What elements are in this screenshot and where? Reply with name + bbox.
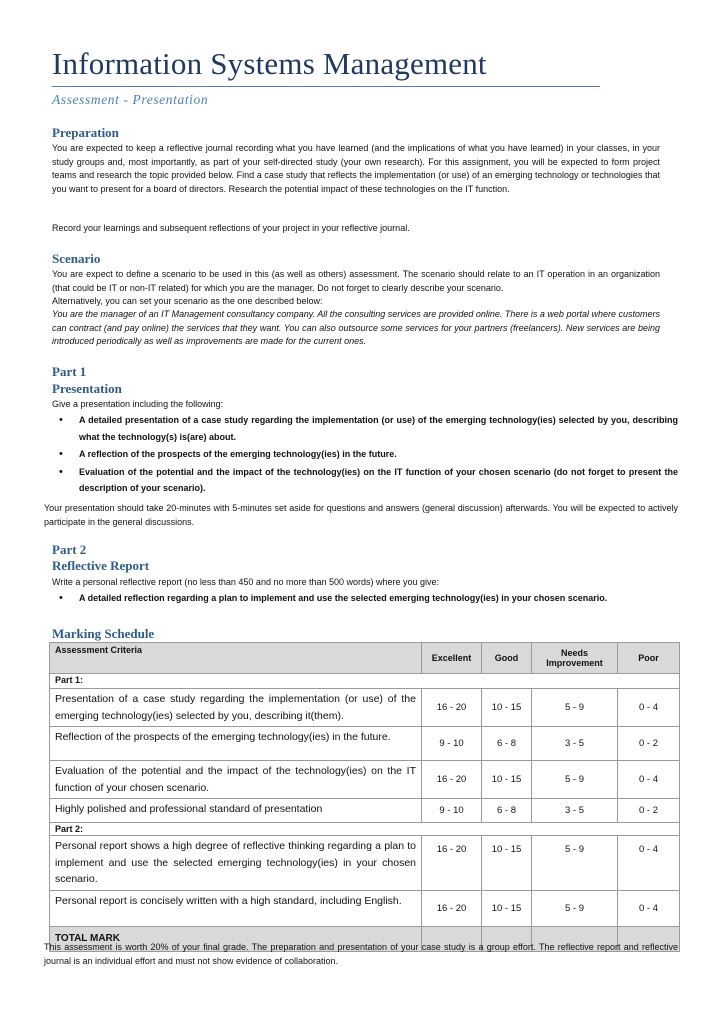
title-divider [52,86,600,87]
list-item: • A detailed presentation of a case study regarding the implementation (or use) of the emerging technology(ies) selected by you, describing what the technology(s) is(are) about. [59,414,678,442]
score-cell: 3 - 5 [532,727,618,761]
score-cell: 5 - 9 [532,836,618,891]
document-subtitle: Assessment - Presentation [52,92,209,107]
score-cell: 3 - 5 [532,799,618,823]
score-cell: 9 - 10 [422,727,482,761]
score-cell: 5 - 9 [532,689,618,727]
scenario-alternative: Alternatively, you can set your scenario as the one described below: [52,296,323,306]
bullet-icon: • [59,592,63,604]
table-row [50,799,680,823]
document-title: Information Systems Management [52,46,487,81]
section-label: Part 2: [50,823,680,836]
scenario-heading: Scenario [52,251,101,266]
part1-intro: Give a presentation including the following: [52,399,224,409]
footer-note: This assessment is worth 20% of your final grade. The preparation and presentation of your case study is a group effort. The reflective report and reflective journal is an individual effort and must not show evidence of collaboration. [44,942,678,966]
table-header-row [50,643,680,674]
score-cell: 10 - 15 [482,689,532,727]
part2-intro: Write a personal reflective report (no less than 450 and no more than 500 words) where you give: [52,577,440,587]
scenario-description: You are the manager of an IT Management consultancy company. All the consulting services are provided online. There is a web portal where customers can contract (and pay online) the services that they want. You can also outsource some services for your partners (freelancers). New services are being introduced periodically as well as improvements are made for the current ones. [52,309,660,346]
list-item: • A reflection of the prospects of the emerging technology(ies) in the future. [52,446,678,463]
column-header: Excellent [422,643,482,674]
preparation-heading: Preparation [52,125,119,140]
criteria-cell: Highly polished and professional standard of presentation [50,799,422,823]
criteria-cell: Personal report is concisely written with a high standard, including English. [50,890,422,926]
preparation-note: Record your learnings and subsequent reflections of your project in your reflective journal. [52,223,410,233]
part1-bullet-list [52,412,678,498]
score-cell: 0 - 4 [618,836,680,891]
criteria-cell: Evaluation of the potential and the impact of the technology(ies) on the IT function of your chosen scenario. [50,761,422,799]
part1-heading: Part 1 [52,364,87,379]
table-row [50,890,680,926]
criteria-cell: Presentation of a case study regarding the implementation (or use) of the emerging technology(ies) selected by you, describing it(them). [50,689,422,727]
part1-closing: Your presentation should take 20-minutes with 5-minutes set aside for questions and answers (general discussion) afterwards. You will be expected to actively participate in the general discussions. [44,503,678,527]
part2-subheading: Reflective Report [52,558,150,573]
score-cell: 16 - 20 [422,890,482,926]
score-cell: 10 - 15 [482,836,532,891]
score-cell: 0 - 4 [618,890,680,926]
column-header: Good [482,643,532,674]
score-cell: 0 - 4 [618,761,680,799]
score-cell: 16 - 20 [422,761,482,799]
column-header: Poor [618,643,680,674]
table-row [50,836,680,891]
marking-schedule-table [49,642,680,952]
section-row [50,674,680,689]
list-item: • Evaluation of the potential and the impact of the technology(ies) on the IT function of your chosen scenario (do not forget to present the description of your scenario). [59,465,678,493]
table-row [50,761,680,799]
score-cell: 0 - 2 [618,799,680,823]
criteria-cell: Reflection of the prospects of the emerging technology(ies) in the future. [50,727,422,761]
score-cell: 6 - 8 [482,799,532,823]
bullet-icon: • [59,465,63,478]
score-cell: 5 - 9 [532,890,618,926]
score-cell: 16 - 20 [422,689,482,727]
marking-heading: Marking Schedule [52,626,155,641]
total-label: TOTAL MARK [50,926,422,951]
score-cell: 0 - 4 [618,689,680,727]
score-cell: 5 - 9 [532,761,618,799]
score-cell: 6 - 8 [482,727,532,761]
table-row [50,689,680,727]
preparation-paragraph: You are expected to keep a reflective journal recording what you have learned (and the implications of what you have learned) in your classes, in your study groups and, most importantly, as part of your self-directed study (your own research). For this assignment, you will be expected to form project teams and research the topic provided below. Find a case study that reflects the implementation (or use) of an emerging technology or technologies that you want to present for a board of directors. Research the potential impact of these technologies on the IT function. [52,143,660,194]
list-item: • A detailed reflection regarding a plan to implement and use the selected emerging technology(ies) in your chosen scenario. [52,590,678,607]
score-cell: 10 - 15 [482,761,532,799]
score-cell: 16 - 20 [422,836,482,891]
column-header: Assessment Criteria [50,643,422,674]
score-cell: 0 - 2 [618,727,680,761]
part1-subheading: Presentation [52,381,122,396]
column-header: Needs Improvement [532,643,618,674]
scenario-paragraph: You are expect to define a scenario to be used in this (as well as others) assessment. The scenario should relate to an IT operation in an organization (that could be IT or non-IT related) for which you are the manager. Do not forget to clearly describe your scenario. [52,269,660,293]
bullet-icon: • [59,414,63,426]
bullet-icon: • [59,448,63,460]
table-row [50,727,680,761]
score-cell: 9 - 10 [422,799,482,823]
part2-heading: Part 2 [52,542,87,557]
score-cell: 10 - 15 [482,890,532,926]
section-label: Part 1: [50,674,680,689]
section-row [50,823,680,836]
criteria-cell: Personal report shows a high degree of reflective thinking regarding a plan to implement and use the selected emerging technology(ies) in your chosen scenario. [50,836,422,891]
part2-bullet-list [52,590,678,608]
